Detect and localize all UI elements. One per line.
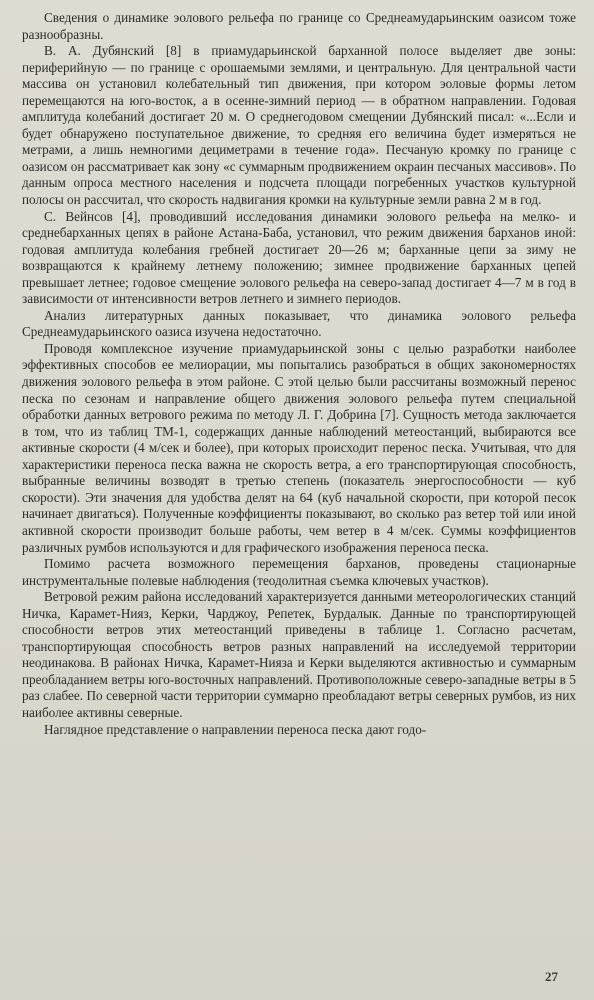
text-body (22, 10, 576, 738)
paragraph-dubyansky: В. А. Дубянский [8] в приамударьинской барханной полосе выделяет две зоны: периферийную — по границе с орошаемыми землями, и центральную. Для центральной части массива он установил колебательный тип движения, при котором эоловые формы летом перемещаются на юго-восток, а в осенне-зимний период — в обратном направлении. Годовая амплитуда колебаний достигает 20 м. О среднегодовом смещении Дубянский писал: «...Если и будет обнаружено поступательное движение, то средняя его величина будет измеряться не метрами, а лишь немногими дециметрами в течение года». Песчаную кромку по границе с оазисом он рассматривает как зону «с суммарным продвижением окраин песчаных массивов». По данным опроса местного населения и подсчета площади погребенных участков культурной полосы он рассчитал, что скорость надвигания кромки на культурные земли равна 2 м в год. (22, 43, 576, 208)
paragraph-wind-regime: Ветровой режим района исследований характеризуется данными метеорологических станций Ничка, Карамет-Нияз, Керки, Чарджоу, Репетек, Бурдалык. Данные по транспортирующей способности ветров этих метеостанций приведены в таблице 1. Согласно расчетам, транспортирующая способность ветров разных направлений на исследуемой территории неодинакова. В районах Ничка, Карамет-Нияза и Керки выделяются активностью и суммарным преобладанием ветры юго-восточных направлений. Противоположные северо-западные ветры в 5 раз слабее. По северной части территории суммарно преобладают ветры северных румбов, из них наиболее активны северные. (22, 589, 576, 720)
paragraph-veinsov: С. Вейнсов [4], проводивший исследования динамики эолового рельефа на мелко- и среднебарханных цепях в районе Астана-Баба, установил, что режим движения барханов иной: годовая амплитуда колебания гребней достигает 20—26 м; барханные цепи за зиму не возвращаются к крайнему летнему положению; зимнее продвижение барханных цепей превышает летнее; годовое смещение эолового рельефа на северо-запад достигает 4—7 м в год в зависимости от интенсивности ветров летнего и зимнего периодов. (22, 208, 576, 307)
paragraph-method: Проводя комплексное изучение приамударьинской зоны с целью разработки наиболее эффективных способов ее мелиорации, мы попытались разобраться в общих закономерностях движения эолового рельефа в этом районе. С этой целью были рассчитаны возможный перенос песка по сезонам и направление общего движения эолового рельефа путем специальной обработки данных ветрового режима по методу Л. Г. Добрина [7]. Сущность метода заключается в том, что из таблиц ТМ-1, содержащих данные наблюдений метеостанций, выбираются все активные скорости (4 м/сек и более), при которых происходит перенос песка. Учитывая, что для характеристики переноса песка важна не скорость ветра, а его транспортирующая способность, выбранные величины возводят в третью степень (показатель энергоспособности — куб скорости). Эти значения для удобства делят на 64 (куб начальной скорости, при которой песок начинает двигаться). Полученные коэффициенты показывают, во сколько раз ветер той или иной активной скорости производит больше работы, чем ветер в 4 м/сек. Суммы коэффициентов различных румбов используются и для графического изображения переноса песка. (22, 340, 576, 555)
paragraph-field-observations: Помимо расчета возможного перемещения барханов, проведены стационарные инструментальные полевые наблюдения (теодолитная съемка ключевых участков). (22, 556, 576, 588)
paragraph-literature-analysis: Анализ литературных данных показывает, что динамика эолового рельефа Среднеамударьинского оазиса изучена недостаточно. (22, 307, 576, 340)
page-number: 27 (545, 969, 558, 984)
paragraph-sand-transport: Наглядное представление о направлении переноса песка дают годо- (44, 721, 427, 737)
paragraph-dynamics-intro: Сведения о динамике эолового рельефа по границе со Среднеамударьинским оазисом тоже разнообразны. (22, 10, 576, 42)
